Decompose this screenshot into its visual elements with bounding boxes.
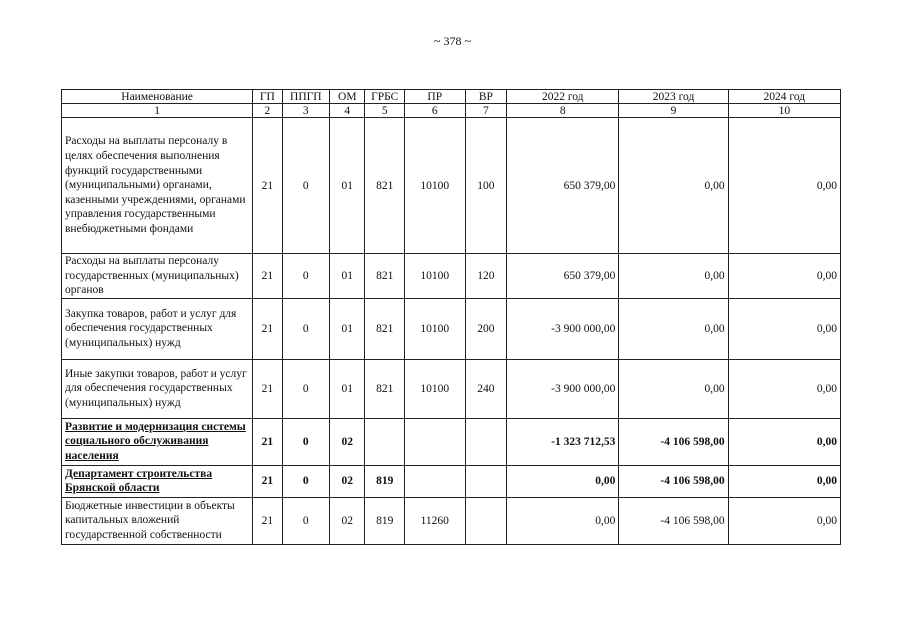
cell-2022: 650 379,00	[507, 254, 619, 299]
cell-gp: 21	[253, 465, 282, 497]
cell-2023: 0,00	[619, 254, 728, 299]
cell-ppgp: 0	[282, 359, 330, 418]
column-number: 7	[465, 104, 506, 118]
column-number: 9	[619, 104, 728, 118]
row-name: Развитие и модернизация системы социального обслуживания населения	[62, 418, 253, 465]
header-pr: ПР	[404, 90, 465, 104]
header-name: Наименование	[62, 90, 253, 104]
cell-2023: 0,00	[619, 359, 728, 418]
header-2022: 2022 год	[507, 90, 619, 104]
cell-2023: 0,00	[619, 118, 728, 254]
cell-ppgp: 0	[282, 465, 330, 497]
cell-2023: -4 106 598,00	[619, 418, 728, 465]
budget-table	[61, 89, 841, 545]
cell-pr: 10100	[404, 298, 465, 359]
cell-vr: 200	[465, 298, 506, 359]
cell-grbs: 821	[365, 254, 404, 299]
cell-2024: 0,00	[728, 497, 840, 544]
cell-ppgp: 0	[282, 497, 330, 544]
cell-om: 01	[330, 118, 365, 254]
row-name: Иные закупки товаров, работ и услуг для обеспечения государственных (муниципальных) нужд	[62, 359, 253, 418]
cell-grbs: 821	[365, 118, 404, 254]
cell-2022: 0,00	[507, 497, 619, 544]
table-row	[62, 359, 841, 418]
cell-2023: 0,00	[619, 298, 728, 359]
row-name: Закупка товаров, работ и услуг для обеспечения государственных (муниципальных) нужд	[62, 298, 253, 359]
row-name: Расходы на выплаты персоналу государственных (муниципальных) органов	[62, 254, 253, 299]
cell-vr	[465, 465, 506, 497]
cell-2023: -4 106 598,00	[619, 465, 728, 497]
cell-ppgp: 0	[282, 298, 330, 359]
column-number: 1	[62, 104, 253, 118]
cell-pr	[404, 465, 465, 497]
table-row	[62, 497, 841, 544]
table-row	[62, 254, 841, 299]
column-number: 6	[404, 104, 465, 118]
header-gp: ГП	[253, 90, 282, 104]
cell-om: 02	[330, 497, 365, 544]
table-row	[62, 298, 841, 359]
header-row	[62, 90, 841, 104]
table-row	[62, 118, 841, 254]
header-grbs: ГРБС	[365, 90, 404, 104]
header-2023: 2023 год	[619, 90, 728, 104]
page-number: ~ 378 ~	[434, 34, 471, 48]
cell-ppgp: 0	[282, 418, 330, 465]
header-vr: ВР	[465, 90, 506, 104]
cell-2022: -3 900 000,00	[507, 298, 619, 359]
cell-om: 02	[330, 418, 365, 465]
cell-grbs: 819	[365, 497, 404, 544]
column-number: 10	[728, 104, 840, 118]
cell-gp: 21	[253, 298, 282, 359]
cell-gp: 21	[253, 118, 282, 254]
cell-pr: 10100	[404, 254, 465, 299]
cell-2022: -3 900 000,00	[507, 359, 619, 418]
cell-grbs: 821	[365, 298, 404, 359]
cell-2022: 0,00	[507, 465, 619, 497]
cell-vr: 120	[465, 254, 506, 299]
cell-grbs	[365, 418, 404, 465]
cell-2022: 650 379,00	[507, 118, 619, 254]
table-row	[62, 418, 841, 465]
table-row	[62, 465, 841, 497]
cell-pr: 11260	[404, 497, 465, 544]
cell-vr	[465, 418, 506, 465]
cell-grbs: 821	[365, 359, 404, 418]
cell-om: 01	[330, 254, 365, 299]
column-number: 2	[253, 104, 282, 118]
column-number: 3	[282, 104, 330, 118]
header-om: ОМ	[330, 90, 365, 104]
cell-pr: 10100	[404, 118, 465, 254]
cell-gp: 21	[253, 254, 282, 299]
cell-2024: 0,00	[728, 298, 840, 359]
cell-vr: 100	[465, 118, 506, 254]
cell-gp: 21	[253, 497, 282, 544]
cell-ppgp: 0	[282, 118, 330, 254]
cell-pr	[404, 418, 465, 465]
header-ppgp: ППГП	[282, 90, 330, 104]
column-number: 5	[365, 104, 404, 118]
cell-vr: 240	[465, 359, 506, 418]
cell-om: 01	[330, 359, 365, 418]
cell-2024: 0,00	[728, 118, 840, 254]
row-name: Расходы на выплаты персоналу в целях обеспечения выполнения функций государственными (муниципальными) органами, казенными учреждениями, органами управления государственными внебюджетными фондами	[62, 118, 253, 254]
cell-ppgp: 0	[282, 254, 330, 299]
column-number-row	[62, 104, 841, 118]
cell-pr: 10100	[404, 359, 465, 418]
cell-2024: 0,00	[728, 359, 840, 418]
cell-2022: -1 323 712,53	[507, 418, 619, 465]
column-number: 8	[507, 104, 619, 118]
row-name: Департамент строительства Брянской области	[62, 465, 253, 497]
header-2024: 2024 год	[728, 90, 840, 104]
row-name: Бюджетные инвестиции в объекты капитальных вложений государственной собственности	[62, 497, 253, 544]
cell-2023: -4 106 598,00	[619, 497, 728, 544]
cell-om: 01	[330, 298, 365, 359]
cell-om: 02	[330, 465, 365, 497]
cell-gp: 21	[253, 418, 282, 465]
cell-grbs: 819	[365, 465, 404, 497]
cell-gp: 21	[253, 359, 282, 418]
column-number: 4	[330, 104, 365, 118]
cell-2024: 0,00	[728, 465, 840, 497]
cell-vr	[465, 497, 506, 544]
cell-2024: 0,00	[728, 254, 840, 299]
cell-2024: 0,00	[728, 418, 840, 465]
